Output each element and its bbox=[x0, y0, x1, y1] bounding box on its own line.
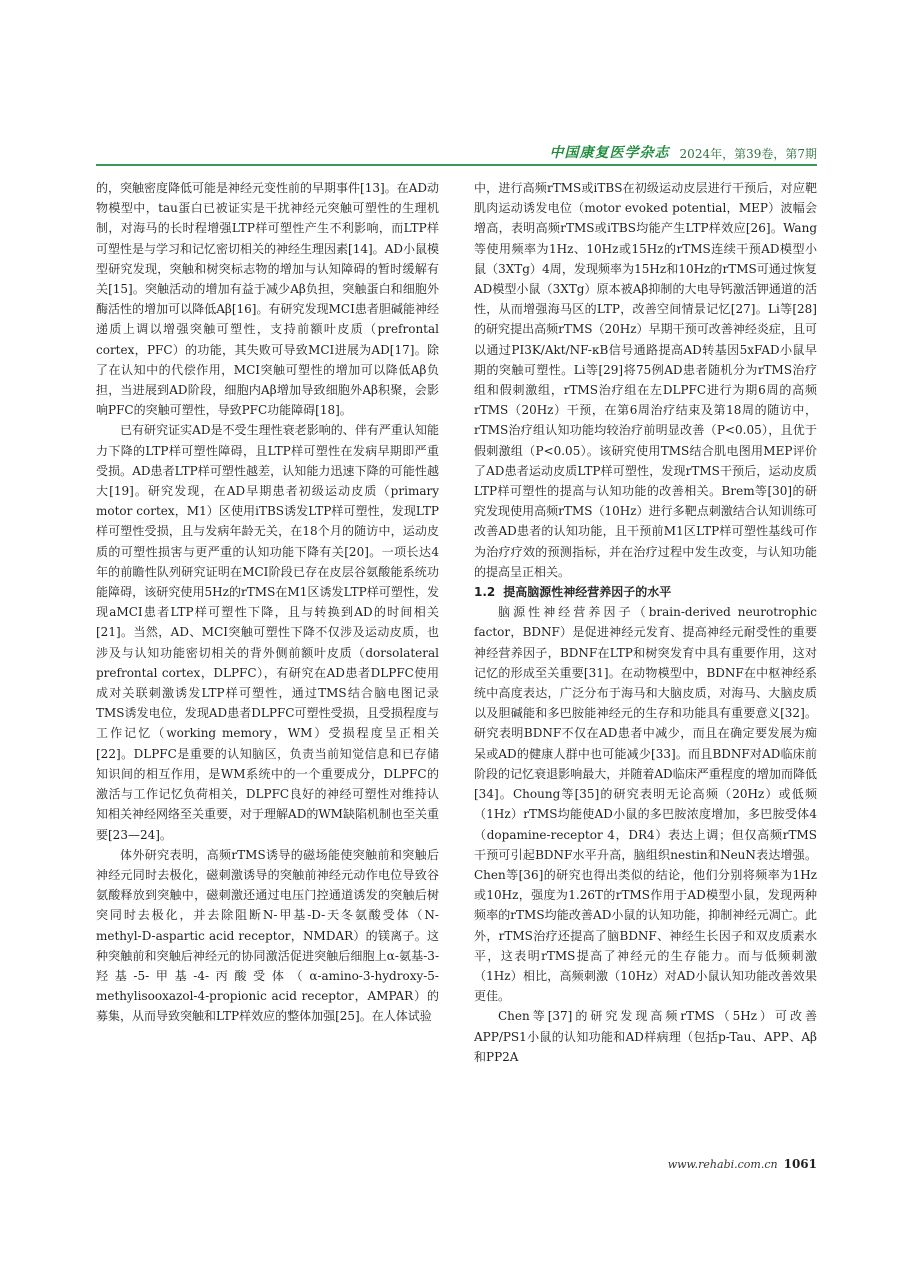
left-column bbox=[96, 178, 439, 1027]
right-column bbox=[474, 178, 817, 1067]
section-title: 提高脑源性神经营养因子的水平 bbox=[503, 585, 672, 600]
site-url: www.rehabi.com.cn bbox=[667, 1158, 778, 1171]
journal-name: 中国康复医学杂志 bbox=[549, 145, 670, 161]
running-header bbox=[96, 142, 817, 162]
section-number: 1.2 bbox=[474, 585, 496, 600]
paragraph: 已有研究证实AD是不受生理性衰老影响的、伴有严重认知能力下降的LTP样可塑性障碍，且LTP样可塑性在发病早期即严重受损。AD患者LTP样可塑性越差，认知能力迅速下降的可能性越大[19]。研究发现，在AD早期患者初级运动皮质（primary motor cortex，M1）区使用iTBS诱发LTP样可塑性，发现LTP样可塑性受损，且与发病年龄无关，在18个月的随访中，运动皮质的可塑性损害与更严重的认知功能下降有关[20]。一项长达4年的前瞻性队列研究证明在MCI阶段已存在皮层谷氨酸能系统功能障碍，该研究使用5Hz的rTMS在M1区诱发LTP样可塑性，发现aMCI患者LTP样可塑性下降，且与转换到AD的时间相关[21]。当然，AD、MCI突触可塑性下降不仅涉及运动皮质，也涉及与认知功能密切相关的背外侧前额叶皮质（dorsolateral prefrontal cortex，DLPFC），有研究在AD患者DLPFC使用成对关联刺激诱发LTP样可塑性，通过TMS结合脑电图记录TMS诱发电位，发现AD患者DLPFC可塑性受损，且受损程度与工作记忆（working memory，WM）受损程度呈正相关[22]。DLPFC是重要的认知脑区，负责当前知觉信息和已存储知识间的相互作用，是WM系统中的一个重要成分，DLPFC的激活与工作记忆负荷相关，DLPFC良好的神经可塑性对维持认知相关神经网络至关重要，对于理解AD的WM缺陷机制也至关重要[23—24]。 bbox=[96, 423, 439, 842]
header-rule bbox=[96, 164, 817, 166]
paragraph: 体外研究表明，高频rTMS诱导的磁场能使突触前和突触后神经元同时去极化，磁刺激诱导的突触前神经元动作电位导致谷氨酸释放到突触中，磁刺激还通过电压门控通道诱发的突触后树突同时去极化，并去除阻断N-甲基-D-天冬氨酸受体（N-methyl-D-aspartic acid receptor，NMDAR）的镁离子。这种突触前和突触后神经元的协同激活促进突触后细胞上α-氨基-3-羟基-5-甲基-4-丙酸受体（α-amino-3-hydroxy-5-methylisooxazol-4-propionic acid receptor，AMPAR）的募集，从而导致突触和LTP样效应的整体加强[25]。在人体试验 bbox=[96, 847, 439, 1024]
paragraph: Chen等[37]的研究发现高频rTMS（5Hz）可改善APP/PS1小鼠的认知功能和AD样病理（包括p-Tau、APP、Aβ和PP2A bbox=[474, 1009, 817, 1064]
paragraph: 的，突触密度降低可能是神经元变性前的早期事件[13]。在AD动物模型中，tau蛋白已被证实是干扰神经元突触可塑性的生理机制，对海马的长时程增强LTP样可塑性产生不利影响，而LTP样可塑性是与学习和记忆密切相关的神经生理因素[14]。AD小鼠模型研究发现，突触和树突标志物的增加与认知障碍的暂时缓解有关[15]。突触活动的增加有益于减少Aβ负担，突触蛋白和细胞外酶活性的增加可以降低Aβ[16]。有研究发现MCI患者胆碱能神经递质上调以增强突触可塑性，支持前额叶皮质（prefrontal cortex，PFC）的功能，其失败可导致MCI进展为AD[17]。除了在认知中的代偿作用，MCI突触可塑性的增加可以降低Aβ负担，当进展到AD阶段，细胞内Aβ增加导致细胞外Aβ积聚，会影响PFC的突触可塑性，导致PFC功能障碍[18]。 bbox=[96, 181, 439, 418]
page-footer bbox=[668, 1157, 817, 1171]
paragraph: 中，进行高频rTMS或iTBS在初级运动皮层进行干预后，对应靶肌肉运动诱发电位（motor evoked potential，MEP）波幅会增高，表明高频rTMS或iTBS均能产生LTP样效应[26]。Wang等使用频率为1Hz、10Hz或15Hz的rTMS连续干预AD模型小鼠（3XTg）4周，发现频率为15Hz和10Hz的rTMS可通过恢复AD模型小鼠（3XTg）原本被Aβ抑制的大电导钙激活钾通道的活性，从而增强海马区的LTP，改善空间情景记忆[27]。Li等[28]的研究提出高频rTMS（20Hz）早期干预可改善神经炎症，且可以通过PI3K/Akt/NF-κB信号通路提高AD转基因5xFAD小鼠早期的突触可塑性。Li等[29]将75例AD患者随机分为rTMS治疗组和假刺激组，rTMS治疗组在左DLPFC进行为期6周的高频rTMS（20Hz）干预，在第6周治疗结束及第18周的随访中，rTMS治疗组认知功能均较治疗前明显改善（P<0.05），且优于假刺激组（P<0.05）。该研究使用TMS结合肌电图用MEP评价了AD患者运动皮质LTP样可塑性，发现rTMS干预后，运动皮质LTP样可塑性的提高与认知功能的改善相关。Brem等[30]的研究发现使用高频rTMS（10Hz）进行多靶点刺激结合认知训练可改善AD患者的认知功能，且干预前M1区LTP样可塑性基线可作为治疗疗效的预测指标，并在治疗过程中发生改变，与认知功能的提高呈正相关。 bbox=[474, 181, 817, 579]
paragraph: 脑源性神经营养因子（brain-derived neurotrophic factor，BDNF）是促进神经元发育、提高神经元耐受性的重要神经营养因子，BDNF在LTP和树突发育中具有重要作用，这对记忆的形成至关重要[31]。在动物模型中，BDNF在中枢神经系统中高度表达，广泛分布于海马和大脑皮质，对海马、大脑皮质以及胆碱能和多巴胺能神经元的生存和功能具有重要意义[32]。研究表明BDNF不仅在AD患者中减少，而且在确定要发展为痴呆或AD的健康人群中也可能减少[33]。而且BDNF对AD临床前阶段的记忆衰退影响最大，并随着AD临床严重程度的增加而降低[34]。Choung等[35]的研究表明无论高频（20Hz）或低频（1Hz）rTMS均能使AD小鼠的多巴胺浓度增加，多巴胺受体4（dopamine-receptor 4，DR4）表达上调；但仅高频rTMS干预可引起BDNF水平升高，脑组织nestin和NeuN表达增强。Chen等[36]的研究也得出类似的结论，他们分别将频率为1Hz或10Hz，强度为1.26T的rTMS作用于AD模型小鼠，发现两种频率的rTMS均能改善AD小鼠的认知功能，抑制神经元凋亡。此外，rTMS治疗还提高了脑BDNF、神经生长因子和双皮质素水平，这表明rTMS提高了神经元的生存能力。而与低频刺激（1Hz）相比，高频刺激（10Hz）对AD小鼠认知功能改善效果更佳。 bbox=[474, 605, 817, 1004]
section-heading bbox=[474, 582, 817, 602]
page-number: 1061 bbox=[783, 1157, 817, 1171]
issue-info: 2024年，第39卷，第7期 bbox=[679, 147, 817, 161]
